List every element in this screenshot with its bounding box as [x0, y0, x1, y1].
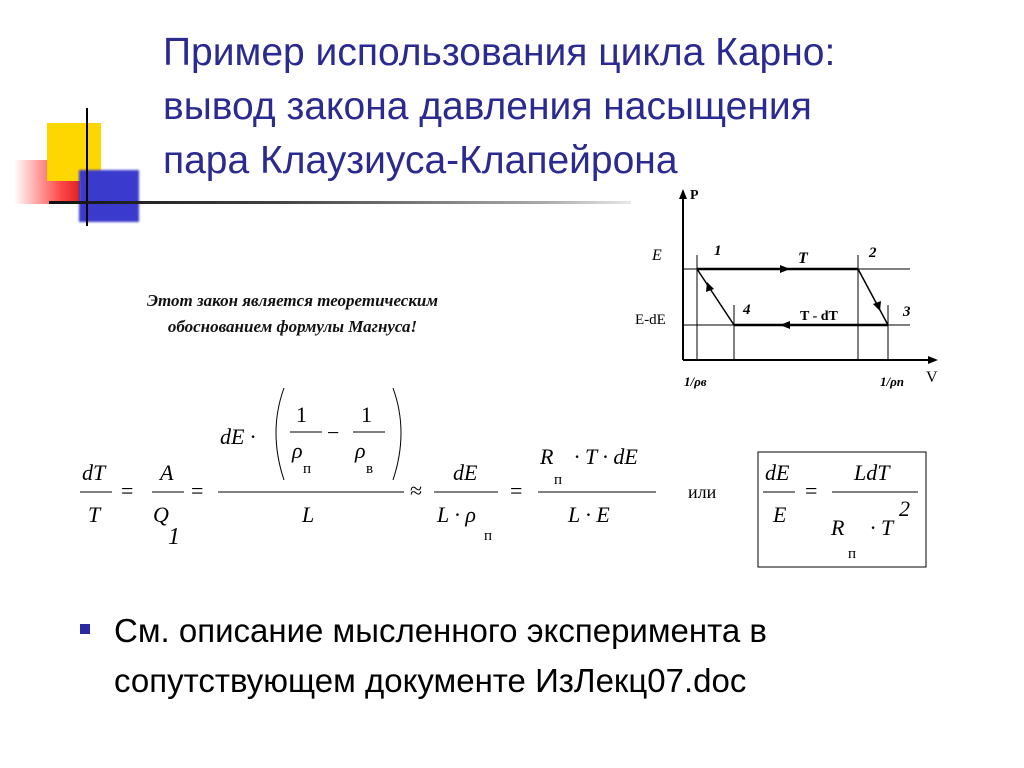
- adiabat-4-1: [697, 269, 734, 325]
- level-label-e: E: [652, 247, 662, 264]
- fraction-ldt-over-r-t2: [830, 460, 918, 562]
- bullet-line-2: сопутствующем документе ИзЛекц07.doc: [114, 662, 747, 699]
- fraction-r-t-de-over-l-e: [538, 444, 656, 527]
- equals-sign: =: [805, 478, 818, 503]
- svg-text:Q: Q: [153, 502, 169, 527]
- fraction-dt-over-t: [80, 460, 112, 527]
- svg-text:п: п: [484, 528, 493, 544]
- carnot-pv-diagram: [630, 185, 960, 400]
- fraction-de-bracket-over-l: [218, 388, 404, 527]
- connector-or: или: [688, 482, 717, 502]
- svg-text:п: п: [554, 472, 563, 488]
- svg-text:A: A: [160, 460, 174, 485]
- point-label-4: 4: [743, 302, 751, 318]
- svg-text:в: в: [366, 461, 374, 477]
- y-axis-arrow: [679, 189, 687, 199]
- svg-text:1: 1: [361, 402, 372, 427]
- svg-text:L: L: [302, 502, 315, 527]
- svg-text:L · ρ: L · ρ: [437, 502, 476, 527]
- fraction-de-over-e: [763, 460, 795, 527]
- svg-text:dT: dT: [82, 460, 106, 485]
- x-axis-arrow: [928, 356, 938, 364]
- equation-left-chain: [80, 388, 656, 550]
- adiabat-2-3: [858, 269, 888, 325]
- svg-text:ρ: ρ: [355, 438, 366, 463]
- svg-text:L · E: L · E: [568, 502, 610, 527]
- isotherm-label-t-dt: T - dT: [800, 309, 838, 324]
- svg-text:ρ: ρ: [292, 438, 303, 463]
- decor-vertical-line: [86, 108, 88, 226]
- bullet-line-1: См. описание мысленного эксперимента в: [114, 612, 767, 649]
- boxed-result: [758, 452, 926, 567]
- svg-text:· T · dE: · T · dE: [574, 444, 638, 469]
- note-line-1: Этот закон является теоретическим: [146, 291, 439, 310]
- point-label-3: 3: [903, 304, 911, 320]
- svg-text:E: E: [773, 502, 787, 527]
- svg-text:п: п: [303, 461, 312, 477]
- title-line-1: Пример использования цикла Карно:: [163, 31, 836, 74]
- point-label-1: 1: [714, 243, 722, 259]
- note-line-2: обоснованием формулы Магнуса!: [167, 317, 418, 336]
- bullet-marker: [80, 624, 90, 634]
- vol-label-left: 1/ρв: [684, 374, 707, 389]
- svg-text:−: −: [327, 420, 340, 445]
- isotherm-label-t: T: [798, 250, 808, 267]
- adiabat-2-3-arrow: [873, 301, 881, 311]
- axis-label-p: P: [690, 188, 699, 203]
- slide-title: [163, 26, 983, 188]
- svg-text:п: п: [848, 546, 857, 562]
- svg-text:2: 2: [899, 496, 910, 521]
- svg-text:R: R: [831, 515, 845, 540]
- equals-sign: =: [121, 478, 134, 503]
- svg-text:LdT: LdT: [854, 460, 890, 485]
- title-line-3: пара Клаузиуса-Клапейрона: [163, 139, 678, 182]
- level-label-e-de: E-dE: [635, 312, 666, 328]
- bullet-text: [114, 606, 974, 706]
- magnus-note: [60, 288, 525, 340]
- fraction-a-over-q1: [152, 460, 184, 550]
- svg-text:dE: dE: [453, 460, 478, 485]
- title-line-2: вывод закона давления насыщения: [163, 85, 812, 128]
- adiabat-4-1-arrow: [706, 282, 714, 292]
- svg-text:dE: dE: [765, 460, 790, 485]
- decor-blue-square: [79, 170, 139, 222]
- svg-text:dE ·: dE ·: [220, 424, 256, 449]
- vol-label-right: 1/ρп: [880, 374, 905, 389]
- svg-text:R: R: [540, 444, 554, 469]
- point-label-2: 2: [869, 245, 877, 261]
- title-underline: [49, 201, 631, 204]
- equals-sign: =: [510, 478, 523, 503]
- svg-text:· T: · T: [870, 515, 894, 540]
- svg-text:1: 1: [168, 524, 180, 550]
- approx-sign: ≈: [410, 478, 423, 503]
- isotherm-t-arrow: [780, 265, 790, 273]
- equals-sign: =: [191, 478, 204, 503]
- svg-text:T: T: [88, 502, 101, 527]
- svg-text:1: 1: [296, 402, 307, 427]
- clausius-clapeyron-equation: [60, 370, 960, 580]
- fraction-de-over-l-rho: [434, 460, 498, 544]
- axis-label-v: V: [926, 369, 938, 386]
- isotherm-t-dt-arrow: [780, 321, 790, 329]
